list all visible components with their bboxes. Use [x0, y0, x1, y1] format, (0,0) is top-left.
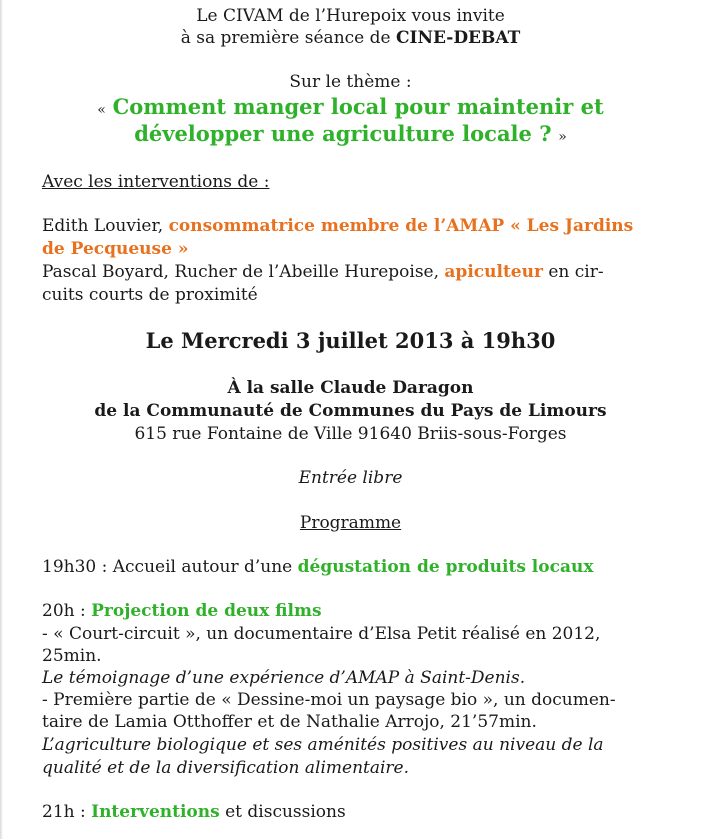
film-2-line-1: - Première partie de « Dessine-moi un paysage bio », un documen-	[42, 690, 616, 710]
speaker-1-name: Edith Louvier,	[42, 216, 169, 236]
theme-title-line-2: développer une agriculture locale ?	[134, 121, 552, 146]
theme-open-quote: «	[97, 102, 106, 118]
speaker-2-line-2: cuits courts de proximité	[42, 285, 258, 305]
venue-line-2: de la Communauté de Communes du Pays de Limours	[94, 401, 607, 421]
invite-line-2-prefix: à sa première séance de	[180, 28, 396, 48]
film-2-line-2: taire de Lamia Otthoffer et de Nathalie Arrojo, 21’57min.	[42, 712, 537, 732]
speaker-2-suffix: en cir-	[542, 262, 604, 282]
event-date: Le Mercredi 3 juillet 2013 à 19h30	[145, 328, 556, 353]
speaker-1-role-cont: de Pecqueuse »	[42, 239, 189, 259]
theme-title-line-1: Comment manger local pour maintenir et	[112, 94, 604, 119]
item-21h-time: 21h :	[42, 802, 92, 822]
programme-item-21h	[42, 801, 346, 823]
film-1-line-2: 25min.	[42, 646, 102, 666]
speaker-1-line-2	[42, 238, 188, 260]
speakers-heading: Avec les interventions de :	[42, 172, 270, 192]
venue-line-1: À la salle Claude Daragon	[227, 378, 474, 398]
item-21h-suffix: et discussions	[219, 802, 346, 822]
item-1930-prefix: 19h30 : Accueil autour d’une	[42, 557, 298, 577]
film-2-description-2: qualité et de la diversification alimentaire.	[42, 758, 410, 778]
theme-line-1	[0, 94, 701, 123]
programme-item-1930	[42, 556, 593, 578]
theme-close-quote: »	[558, 129, 567, 145]
venue-address: 615 rue Fontaine de Ville 91640 Briis-sous-Forges	[134, 424, 567, 444]
speaker-1-line-1	[42, 215, 633, 237]
film-1-description: Le témoignage d’une expérience d’AMAP à Saint-Denis.	[42, 668, 526, 688]
item-1930-highlight: dégustation de produits locaux	[297, 557, 594, 577]
speaker-2-role: apiculteur	[444, 262, 543, 282]
programme-heading: Programme	[299, 513, 402, 533]
film-2-description-1: L’agriculture biologique et ses aménités positives au niveau de la	[42, 735, 604, 755]
invite-line-1: Le CIVAM de l’Hurepoix vous invite	[196, 6, 505, 26]
invite-line-2	[0, 27, 701, 49]
speaker-2-line-1	[42, 261, 604, 283]
speaker-2-name: Pascal Boyard, Rucher de l’Abeille Hurepoise,	[42, 262, 445, 282]
theme-line-2	[0, 121, 701, 150]
film-1-line-1: - « Court-circuit », un documentaire d’Elsa Petit réalisé en 2012,	[42, 624, 601, 644]
item-21h-highlight: Interventions	[91, 802, 220, 822]
item-20h-time: 20h :	[42, 601, 92, 621]
cine-debat-label: CINE-DEBAT	[395, 28, 521, 48]
theme-label: Sur le thème :	[289, 72, 412, 92]
programme-item-20h	[42, 600, 322, 622]
entry-note: Entrée libre	[298, 468, 403, 488]
speaker-1-role: consommatrice membre de l’AMAP « Les Jardins	[168, 216, 634, 236]
item-20h-highlight: Projection de deux films	[91, 601, 322, 621]
